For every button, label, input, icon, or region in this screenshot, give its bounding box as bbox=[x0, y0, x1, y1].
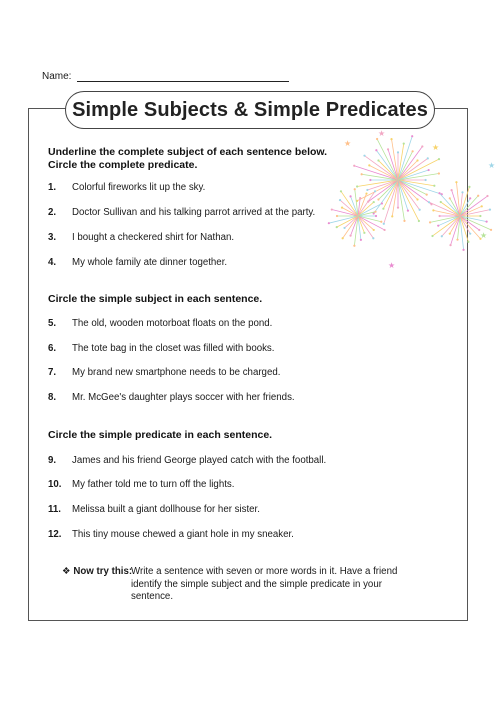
item-text: My whole family ate dinner together. bbox=[72, 257, 228, 268]
firework-sparkle bbox=[374, 190, 376, 192]
firework-spark bbox=[368, 180, 398, 202]
name-field-line[interactable] bbox=[77, 71, 289, 82]
firework-sparkle bbox=[438, 172, 440, 174]
firework-sparkle bbox=[359, 197, 361, 199]
section-2-instruction bbox=[48, 293, 262, 306]
firework-sparkle bbox=[380, 221, 382, 223]
item-number: 8. bbox=[48, 392, 57, 403]
firework-sparkle bbox=[349, 235, 351, 237]
star-icon: ★ bbox=[344, 139, 352, 148]
item-number: 12. bbox=[48, 529, 62, 540]
firework-sparkle bbox=[412, 150, 414, 152]
section-3-instruction-line-1: Circle the simple predicate in each sentence. bbox=[48, 429, 273, 441]
firework-sparkle bbox=[375, 215, 377, 217]
name-label: Name: bbox=[42, 71, 72, 82]
firework-sparkle bbox=[426, 194, 428, 196]
firework-sparkle bbox=[354, 188, 356, 190]
section-1-instruction-line-2: Circle the complete predicate. bbox=[48, 159, 198, 171]
list-item bbox=[48, 231, 234, 244]
list-item bbox=[48, 256, 227, 269]
firework-sparkle bbox=[383, 223, 385, 225]
firework-sparkle bbox=[353, 165, 355, 167]
item-text: Mr. McGee's daughter plays soccer with her friends. bbox=[72, 392, 295, 403]
item-text: James and his friend George played catch with the football. bbox=[72, 455, 327, 466]
firework-sparkle bbox=[331, 208, 333, 210]
list-item bbox=[48, 478, 234, 491]
diamond-bullet-icon: ❖ bbox=[62, 566, 71, 577]
item-text: I bought a checkered shirt for Nathan. bbox=[72, 232, 235, 243]
section-3-instruction bbox=[48, 429, 272, 442]
list-item bbox=[48, 454, 326, 467]
firework-sparkle bbox=[438, 158, 440, 160]
firework-sparkle bbox=[467, 241, 469, 243]
firework-sparkle bbox=[489, 209, 491, 211]
firework-sparkle bbox=[403, 143, 405, 145]
firework-sparkle bbox=[427, 157, 429, 159]
firework-sparkle bbox=[418, 220, 420, 222]
try-this-label: Now try this: bbox=[73, 566, 133, 577]
firework-sparkle bbox=[479, 215, 481, 217]
firework-sparkle bbox=[387, 148, 389, 150]
item-number: 11. bbox=[48, 504, 61, 515]
firework-spark bbox=[398, 147, 422, 180]
firework-sparkle bbox=[340, 190, 342, 192]
item-text: Doctor Sullivan and his talking parrot arrived at the party. bbox=[72, 207, 316, 218]
item-text: The old, wooden motorboat floats on the pond. bbox=[72, 318, 273, 329]
title-banner bbox=[65, 91, 435, 129]
try-this-block bbox=[62, 566, 398, 602]
firework-sparkle bbox=[416, 159, 418, 161]
firework-sparkle bbox=[373, 229, 375, 231]
firework-sparkle bbox=[366, 189, 368, 191]
item-number: 5. bbox=[48, 318, 57, 329]
star-icon: ★ bbox=[488, 161, 496, 170]
firework-sparkle bbox=[356, 185, 358, 187]
firework-sparkle bbox=[486, 195, 488, 197]
page-title: Simple Subjects & Simple Predicates bbox=[72, 98, 428, 121]
firework-sparkle bbox=[397, 207, 399, 209]
firework-sparkle bbox=[407, 210, 409, 212]
firework-sparkle bbox=[477, 195, 479, 197]
firework-sparkle bbox=[455, 181, 457, 183]
list-item bbox=[48, 206, 315, 219]
firework-sparkle bbox=[353, 245, 355, 247]
firework-sparkle bbox=[421, 145, 423, 147]
firework-sparkle bbox=[397, 151, 399, 153]
firework-sparkle bbox=[377, 159, 379, 161]
list-item bbox=[48, 366, 280, 379]
firework-sparkle bbox=[372, 237, 374, 239]
firework-spark bbox=[398, 158, 428, 180]
item-text: Melissa built a giant dollhouse for her sister. bbox=[72, 504, 260, 515]
firework-sparkle bbox=[469, 197, 471, 199]
firework-sparkle bbox=[449, 233, 451, 235]
firework-spark bbox=[398, 180, 420, 210]
item-number: 10. bbox=[48, 479, 62, 490]
firework-sparkle bbox=[377, 198, 379, 200]
firework-sparkle bbox=[336, 215, 338, 217]
firework-spark bbox=[365, 156, 398, 180]
firework-spark bbox=[376, 150, 398, 180]
firework-sparkle bbox=[441, 235, 443, 237]
item-number: 1. bbox=[48, 182, 57, 193]
firework-sparkle bbox=[369, 179, 371, 181]
list-item bbox=[48, 317, 272, 330]
firework-sparkle bbox=[375, 149, 377, 151]
star-icon: ★ bbox=[388, 261, 396, 270]
firework-sparkle bbox=[449, 197, 451, 199]
firework-sparkle bbox=[438, 192, 440, 194]
firework-sparkle bbox=[440, 201, 442, 203]
firework-sparkle bbox=[381, 202, 383, 204]
firework-sparkle bbox=[431, 235, 433, 237]
list-item bbox=[48, 181, 205, 194]
firework-sparkle bbox=[461, 191, 463, 193]
item-text: Colorful fireworks lit up the sky. bbox=[72, 182, 206, 193]
firework-spark bbox=[398, 180, 431, 204]
list-item bbox=[48, 528, 294, 541]
star-icon: ★ bbox=[432, 143, 440, 152]
firework-sparkle bbox=[374, 211, 376, 213]
firework-sparkle bbox=[382, 208, 384, 210]
firework-sparkle bbox=[486, 221, 488, 223]
section-1-instruction-line-1: Underline the complete subject of each sentence below. bbox=[48, 146, 328, 158]
list-item bbox=[48, 391, 295, 404]
firework-sparkle bbox=[403, 220, 405, 222]
item-text: My father told me to turn off the lights. bbox=[72, 479, 235, 490]
item-text: This tiny mouse chewed a giant hole in my sneaker. bbox=[72, 529, 294, 540]
firework-sparkle bbox=[416, 198, 418, 200]
item-number: 3. bbox=[48, 232, 57, 243]
firework-sparkle bbox=[363, 232, 365, 234]
firework-sparkle bbox=[481, 205, 483, 207]
firework-sparkle bbox=[456, 239, 458, 241]
section-2-instruction-line-1: Circle the simple subject in each sentence. bbox=[48, 293, 263, 305]
list-item bbox=[48, 503, 260, 516]
firework-sparkle bbox=[339, 199, 341, 201]
firework-sparkle bbox=[328, 222, 330, 224]
firework-sparkle bbox=[411, 135, 413, 137]
firework-sparkle bbox=[468, 186, 470, 188]
firework-sparkle bbox=[343, 227, 345, 229]
item-number: 6. bbox=[48, 343, 57, 354]
item-number: 4. bbox=[48, 257, 57, 268]
item-number: 7. bbox=[48, 367, 57, 378]
item-text: The tote bag in the closet was filled with books. bbox=[72, 343, 275, 354]
try-this-line-2: identify the simple subject and the simple predicate in your bbox=[131, 578, 382, 590]
firework-sparkle bbox=[336, 226, 338, 228]
firework-sparkle bbox=[419, 209, 421, 211]
firework-sparkle bbox=[361, 173, 363, 175]
firework-sparkle bbox=[449, 244, 451, 246]
firework-sparkle bbox=[365, 192, 367, 194]
try-this-line-1: Write a sentence with seven or more words in it. Have a friend bbox=[131, 566, 398, 577]
firework-sparkle bbox=[360, 239, 362, 241]
star-icon: ★ bbox=[480, 231, 488, 240]
firework-sparkle bbox=[428, 169, 430, 171]
star-icon: ★ bbox=[378, 129, 386, 138]
firework-sparkle bbox=[469, 233, 471, 235]
item-text: My brand new smartphone needs to be charged. bbox=[72, 367, 281, 378]
firework-sparkle bbox=[373, 201, 375, 203]
firework-sparkle bbox=[490, 229, 492, 231]
item-number: 2. bbox=[48, 207, 57, 218]
firework-sparkle bbox=[425, 179, 427, 181]
firework-sparkle bbox=[349, 195, 351, 197]
firework-sparkle bbox=[390, 138, 392, 140]
firework-spark bbox=[374, 180, 398, 213]
list-item bbox=[48, 342, 274, 355]
firework-sparkle bbox=[383, 229, 385, 231]
firework-sparkle bbox=[450, 189, 452, 191]
firework-sparkle bbox=[342, 237, 344, 239]
firework-sparkle bbox=[432, 209, 434, 211]
firework-sparkle bbox=[391, 215, 393, 217]
name-row bbox=[42, 71, 289, 82]
item-number: 9. bbox=[48, 455, 57, 466]
firework-sparkle bbox=[437, 225, 439, 227]
firework-sparkle bbox=[368, 164, 370, 166]
firework-sparkle bbox=[376, 138, 378, 140]
firework-sparkle bbox=[462, 249, 464, 251]
fireworks-icon bbox=[320, 128, 500, 278]
try-this-line-3: sentence. bbox=[131, 591, 174, 602]
firework-sparkle bbox=[439, 215, 441, 217]
firework-sparkle bbox=[363, 155, 365, 157]
firework-sparkle bbox=[428, 201, 430, 203]
firework-sparkle bbox=[341, 207, 343, 209]
firework-sparkle bbox=[429, 221, 431, 223]
firework-sparkle bbox=[433, 185, 435, 187]
section-1-instruction bbox=[48, 146, 327, 172]
